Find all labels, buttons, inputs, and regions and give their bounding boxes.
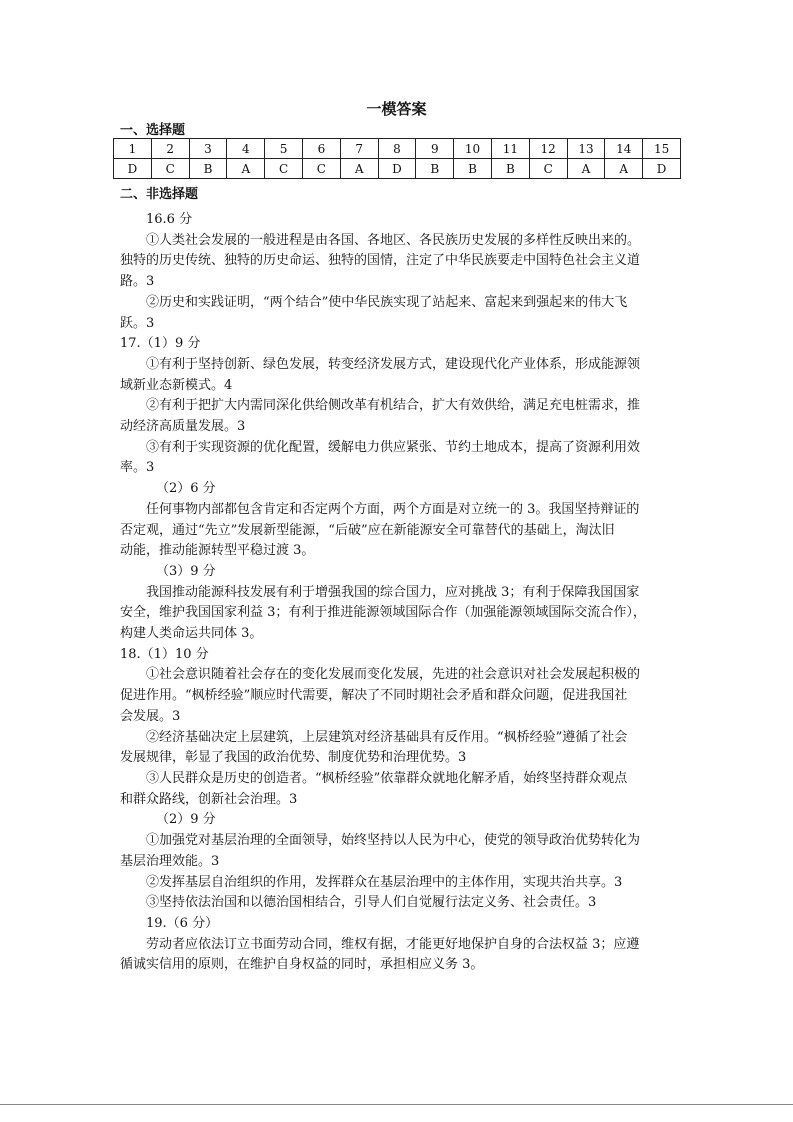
question-number-cell: 3 xyxy=(189,139,227,159)
answer-text-line: ①加强党对基层治理的全面领导，始终坚持以人民为中心，使党的领导政治优势转化为 xyxy=(146,833,641,849)
answer-text-line: 促进作用。“枫桥经验”顺应时代需要，解决了不同时期社会矛盾和群众问题，促进我国社 xyxy=(120,688,628,704)
question-number-cell: 8 xyxy=(378,139,416,159)
answer-text-line: 跃。3 xyxy=(120,315,155,331)
answer-text-line: ②有利于把扩大内需同深化供给侧改革有机结合，扩大有效供给，满足充电桩需求，推 xyxy=(146,398,641,414)
answer-cell: B xyxy=(491,159,529,179)
answer-cell: A xyxy=(227,159,265,179)
answer-text-line: ②经济基础决定上层建筑，上层建筑对经济基础具有反作用。“枫桥经验”遵循了社会 xyxy=(146,729,628,745)
answer-text-line: ②历史和实践证明，“两个结合”使中华民族实现了站起来、富起来到强起来的伟大飞 xyxy=(146,294,628,310)
answer-text-line: 安全，维护我国国家利益 3；有利于推进能源领域国际合作（加强能源领域国际交流合作）， xyxy=(120,605,646,621)
answer-text-line: 独特的历史传统、独特的历史命运、独特的国情，注定了中华民族要走中国特色社会主义道 xyxy=(120,253,641,269)
answer-text-line: ①社会意识随着社会存在的变化发展而变化发展，先进的社会意识对社会发展起积极的 xyxy=(146,667,641,683)
page-bottom-divider xyxy=(0,1104,793,1105)
answer-table-answer-row xyxy=(114,159,681,179)
answer-text-line: ③人民群众是历史的创造者。“枫桥经验”依靠群众就地化解矛盾，始终坚持群众观点 xyxy=(146,770,628,786)
question-number-cell: 11 xyxy=(491,139,529,159)
question-number-cell: 10 xyxy=(454,139,492,159)
answer-text-line: ②发挥基层自治组织的作用，发挥群众在基层治理中的主体作用，实现共治共享。3 xyxy=(146,874,623,890)
answer-cell: A xyxy=(567,159,605,179)
answer-cell: D xyxy=(114,159,152,179)
answer-cell: D xyxy=(378,159,416,179)
answer-cell: D xyxy=(643,159,681,179)
answer-text-line: （2）9 分 xyxy=(156,812,216,828)
answer-text-line: 循诚实信用的原则，在维护自身权益的同时，承担相应义务 3。 xyxy=(120,957,484,973)
answer-cell: B xyxy=(454,159,492,179)
answer-text-line: 17.（1）9 分 xyxy=(120,336,201,352)
question-number-cell: 15 xyxy=(643,139,681,159)
answer-table xyxy=(113,138,681,179)
answer-text-line: 否定观，通过“先立”发展新型能源，“后破”应在新能源安全可靠替代的基础上，淘汰旧 xyxy=(120,522,615,538)
question-number-cell: 2 xyxy=(151,139,189,159)
question-number-cell: 4 xyxy=(227,139,265,159)
answer-text-line: （3）9 分 xyxy=(156,563,216,579)
answer-text-line: ①人类社会发展的一般进程是由各国、各地区、各民族历史发展的多样性反映出来的。 xyxy=(146,232,641,248)
answer-cell: A xyxy=(605,159,643,179)
answer-text-line: ①有利于坚持创新、绿色发展，转变经济发展方式，建设现代化产业体系，形成能源领 xyxy=(146,356,641,372)
answer-text-line: 任何事物内部都包含肯定和否定两个方面，两个方面是对立统一的 3。我国坚持辩证的 xyxy=(146,501,640,517)
question-number-cell: 13 xyxy=(567,139,605,159)
answer-text-line: 18.（1）10 分 xyxy=(120,646,209,662)
question-number-cell: 12 xyxy=(529,139,567,159)
answer-text-line: 会发展。3 xyxy=(120,708,181,724)
answer-text-line: ③坚持依法治国和以德治国相结合，引导人们自觉履行法定义务、社会责任。3 xyxy=(146,895,597,911)
answer-text-line: 构建人类命运共同体 3。 xyxy=(120,626,263,642)
answer-text-line: 发展规律，彰显了我国的政治优势、制度优势和治理优势。3 xyxy=(120,750,467,766)
answer-cell: C xyxy=(529,159,567,179)
question-number-cell: 7 xyxy=(340,139,378,159)
answer-text-line: 基层治理效能。3 xyxy=(120,853,220,869)
answer-cell: B xyxy=(416,159,454,179)
answer-text-line: 域新业态新模式。4 xyxy=(120,377,233,393)
section-heading-choice: 一、选择题 xyxy=(120,123,186,138)
answer-text-line: 率。3 xyxy=(120,460,155,476)
question-number-cell: 1 xyxy=(114,139,152,159)
answer-text-line: （2）6 分 xyxy=(156,481,216,497)
question-number-cell: 14 xyxy=(605,139,643,159)
answer-cell: C xyxy=(265,159,303,179)
answer-text-line: ③有利于实现资源的优化配置，缓解电力供应紧张、节约土地成本，提高了资源利用效 xyxy=(146,439,641,455)
answer-text-line: 我国推动能源科技发展有利于增强我国的综合国力，应对挑战 3；有利于保障我国国家 xyxy=(146,584,640,600)
answer-text-line: 动能，推动能源转型平稳过渡 3。 xyxy=(120,543,315,559)
answer-text-line: 16.6 分 xyxy=(146,212,193,227)
question-number-cell: 9 xyxy=(416,139,454,159)
answer-text-line: 劳动者应依法订立书面劳动合同，维权有据，才能更好地保护自身的合法权益 3；应遵 xyxy=(146,936,640,952)
section-heading-nonchoice: 二、非选择题 xyxy=(120,187,199,202)
page-title: 一模答案 xyxy=(366,100,427,118)
answer-text-line: 19.（6 分） xyxy=(146,915,219,931)
question-number-cell: 5 xyxy=(265,139,303,159)
answer-cell: A xyxy=(340,159,378,179)
answer-cell: C xyxy=(302,159,340,179)
question-number-cell: 6 xyxy=(302,139,340,159)
answer-cell: C xyxy=(151,159,189,179)
answer-cell: B xyxy=(189,159,227,179)
answer-table-number-row xyxy=(114,139,681,159)
answer-text-line: 和群众路线，创新社会治理。3 xyxy=(120,791,298,807)
answer-text-line: 动经济高质量发展。3 xyxy=(120,419,246,435)
answer-text-line: 路。3 xyxy=(120,274,155,290)
answer-body xyxy=(120,210,674,976)
